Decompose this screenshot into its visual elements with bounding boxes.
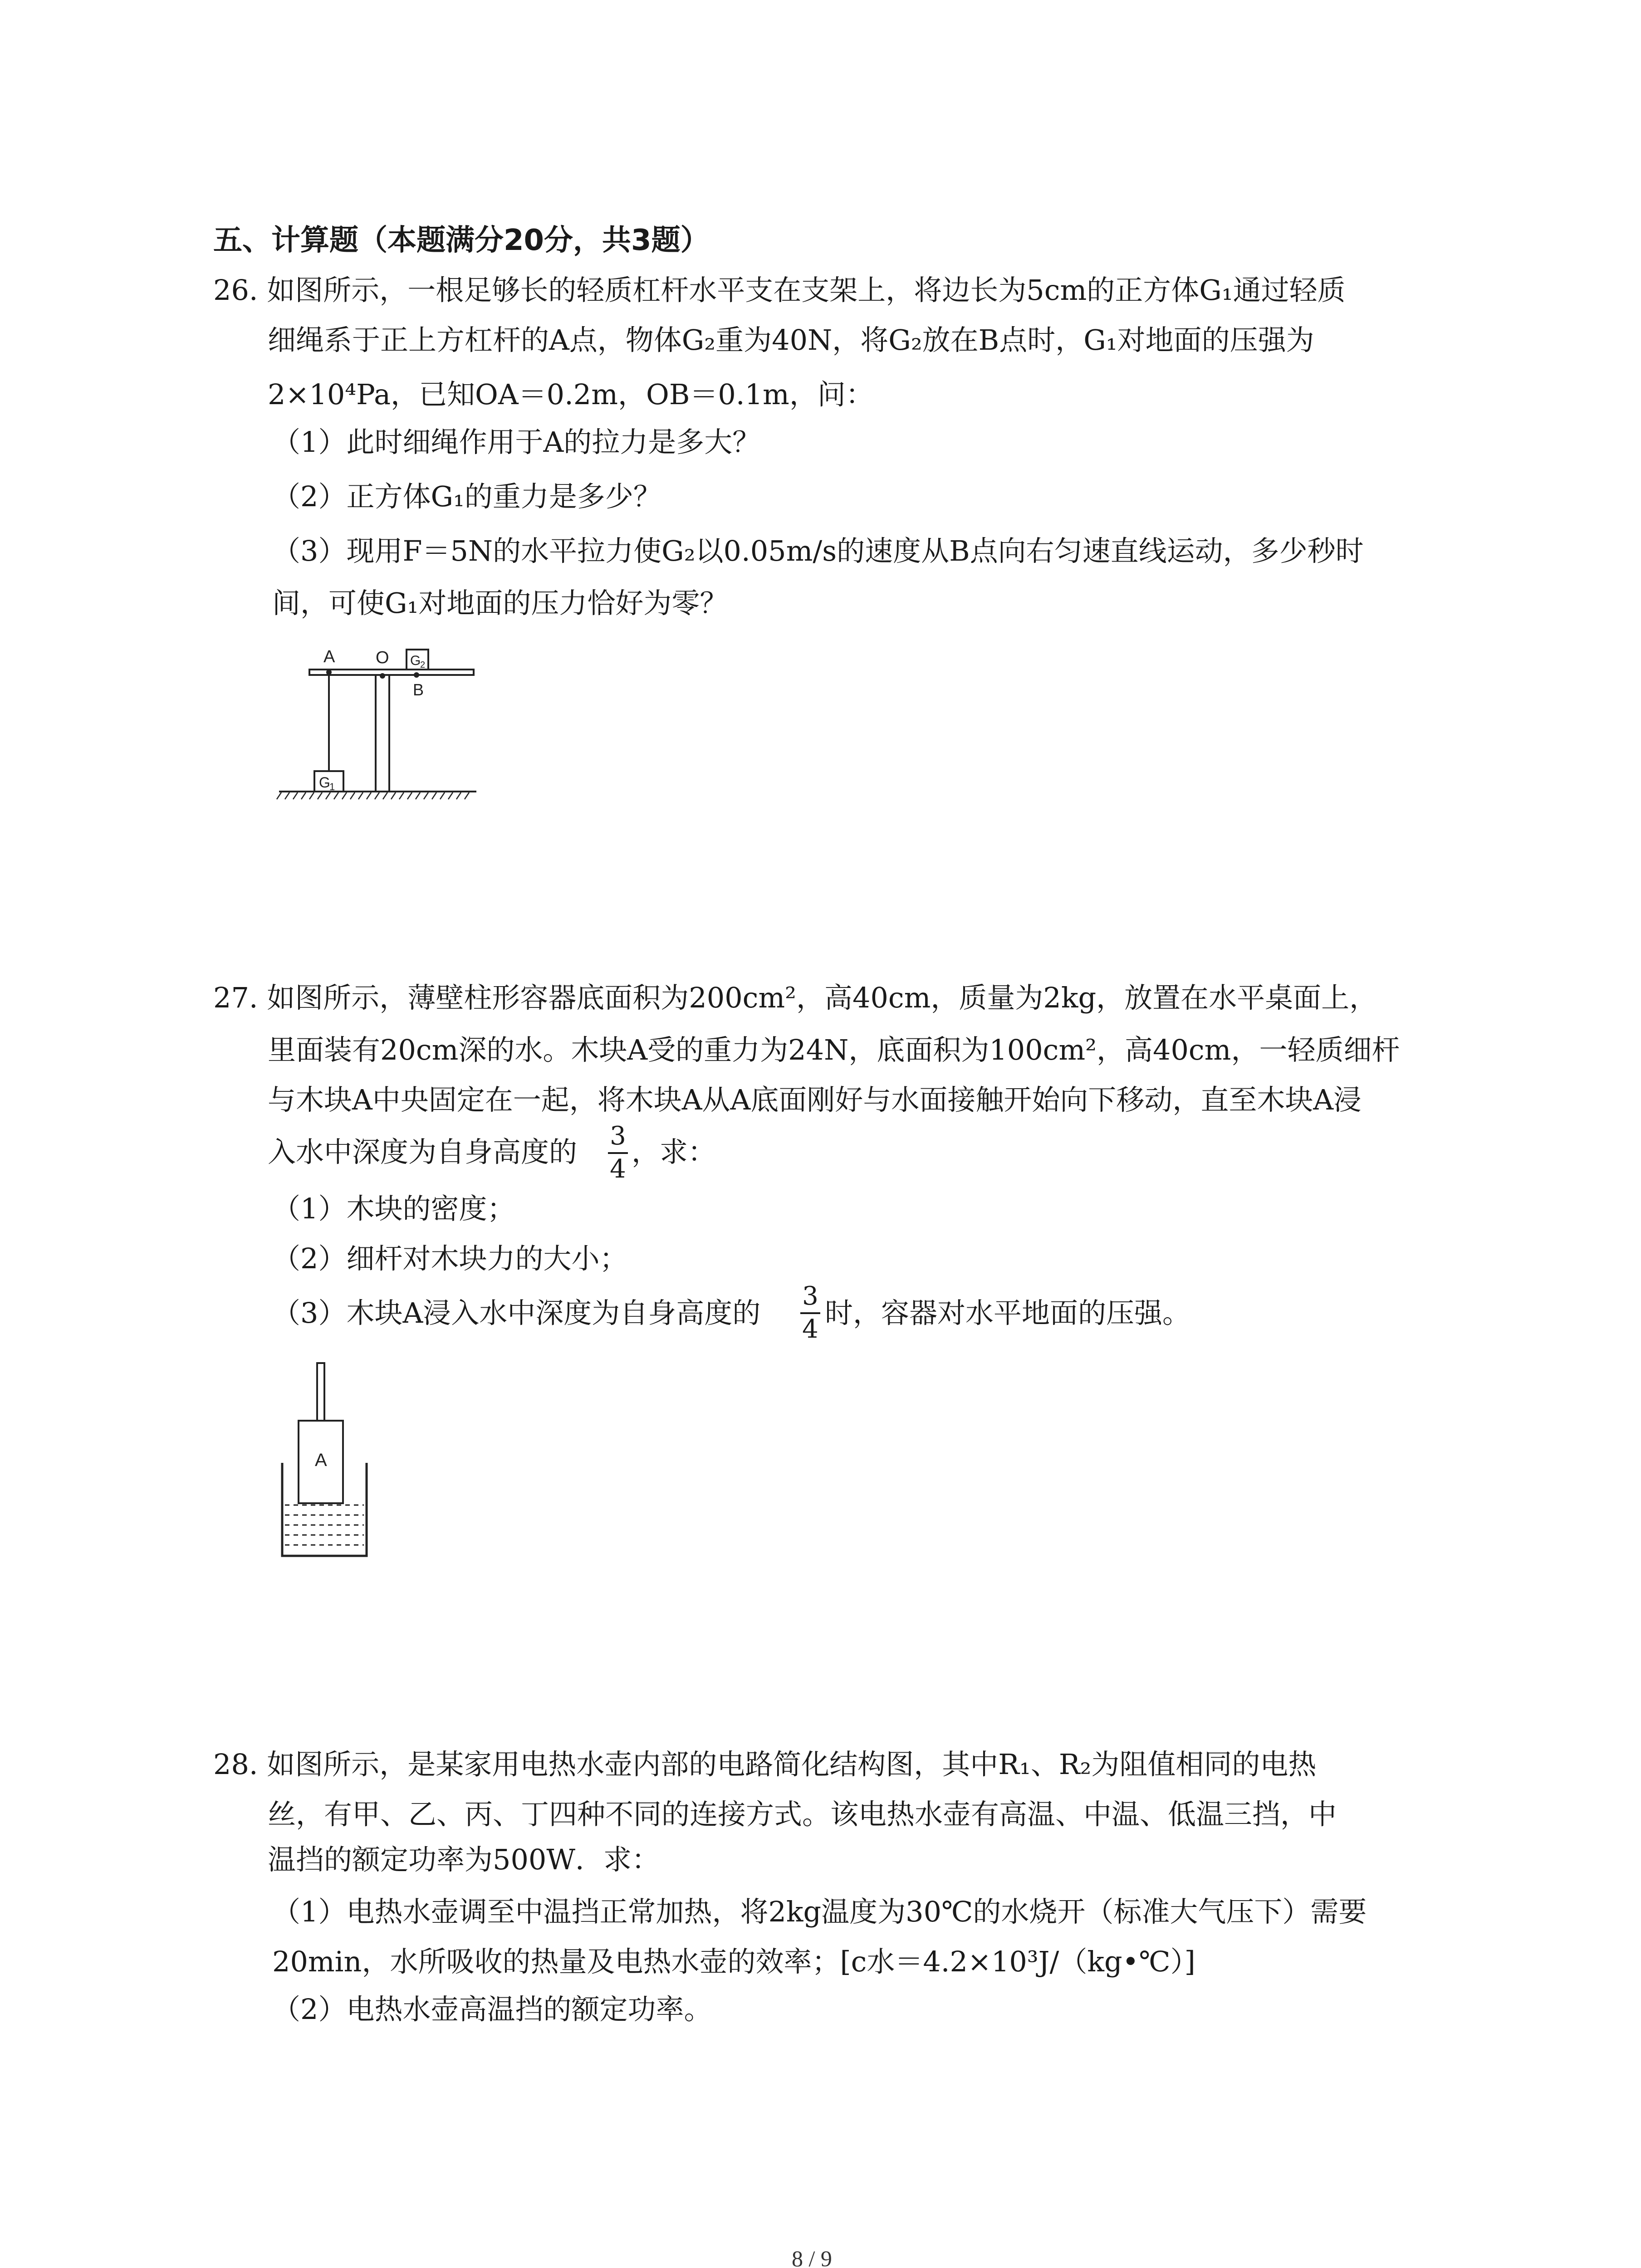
point-a: [326, 670, 332, 675]
q26-line-2: 细绳系于正上方杠杆的A点，物体G₂重为40N，将G₂放在B点时，G₁对地面的压强为: [268, 323, 1314, 357]
label-b: B: [413, 680, 424, 699]
page-number: 8 / 9: [792, 2246, 832, 2268]
q28-line-2: 丝，有甲、乙、丙、丁四种不同的连接方式。该电热水壶有高温、中温、低温三挡，中: [268, 1798, 1337, 1831]
ground-hatch: [277, 792, 469, 799]
q27-subq-2: （2）细杆对木块力的大小；: [272, 1242, 628, 1275]
lever-bar: [309, 670, 474, 675]
q26-line-1: 26. 如图所示，一根足够长的轻质杠杆水平支在支架上，将边长为5cm的正方体G₁通过轻质: [213, 274, 1346, 307]
point-b: [414, 672, 419, 678]
q27-fraction-1-bar: [608, 1152, 628, 1154]
q27-fraction-2-denominator: 4: [802, 1315, 818, 1344]
q27-line-4-end: ，求：: [632, 1135, 716, 1168]
q27-fraction-2-numerator: 3: [802, 1281, 818, 1311]
q28-subq-2: （2）电热水壶高温挡的额定功率。: [272, 1993, 712, 2026]
q28-line-3: 温挡的额定功率为500W．求：: [268, 1843, 660, 1876]
q26-subq-3-cont: 间，可使G₁对地面的压力恰好为零？: [272, 587, 728, 620]
q27-line-4: 入水中深度为自身高度的: [268, 1135, 578, 1168]
lever-figure: [272, 635, 481, 807]
q27-fraction-1-denominator: 4: [610, 1154, 626, 1184]
q27-subq-3-end: 时，容器对水平地面的压强。: [825, 1296, 1191, 1330]
q27-subq-1: （1）木块的密度；: [272, 1192, 515, 1225]
label-g1: G: [319, 774, 330, 791]
q27-line-2: 里面装有20cm深的水。木块A受的重力为24N，底面积为100cm²，高40cm，一轻质细杆: [268, 1033, 1400, 1066]
pivot-o: [380, 673, 385, 679]
container-figure: [277, 1361, 377, 1569]
q27-line-1: 27. 如图所示，薄壁柱形容器底面积为200cm²，高40cm，质量为2kg，放置在水平桌面上，: [213, 981, 1378, 1014]
q28-subq-1-cont: 20min，水所吸收的热量及电热水壶的效率；[c水＝4.2×10³J/（kg•℃）]: [272, 1945, 1195, 1978]
q28-subq-1: （1）电热水壶调至中温挡正常加热，将2kg温度为30℃的水烧开（标准大气压下）需要: [272, 1895, 1367, 1928]
q28-line-1: 28. 如图所示，是某家用电热水壶内部的电路简化结构图，其中R₁、R₂为阻值相同的电热: [213, 1748, 1317, 1781]
q27-fraction-2-bar: [800, 1312, 820, 1314]
label-g2: G: [410, 653, 421, 668]
thin-rod: [317, 1363, 324, 1421]
q26-line-3: 2×10⁴Pa，已知OA＝0.2m，OB＝0.1m，问：: [268, 378, 874, 411]
label-o: O: [376, 648, 389, 667]
q26-subq-2: （2）正方体G₁的重力是多少？: [272, 480, 661, 513]
label-a: A: [323, 647, 335, 666]
label-g1-subscript: 1: [329, 781, 335, 792]
q27-subq-3: （3）木块A浸入水中深度为自身高度的: [272, 1296, 761, 1330]
label-a: A: [315, 1450, 327, 1470]
q26-subq-1: （1）此时细绳作用于A的拉力是多大？: [272, 425, 761, 459]
label-g2-subscript: 2: [420, 660, 426, 670]
q27-fraction-1-numerator: 3: [610, 1121, 626, 1151]
q26-subq-3: （3）现用F＝5N的水平拉力使G₂以0.05m/s的速度从B点向右匀速直线运动，多少秒时: [272, 534, 1364, 567]
support-pillar: [376, 675, 389, 792]
section-heading: 五、计算题（本题满分20分，共3题）: [213, 224, 710, 257]
q27-line-3: 与木块A中央固定在一起，将木块A从A底面刚好与水面接触开始向下移动，直至木块A浸: [268, 1083, 1362, 1116]
water: [283, 1504, 366, 1555]
